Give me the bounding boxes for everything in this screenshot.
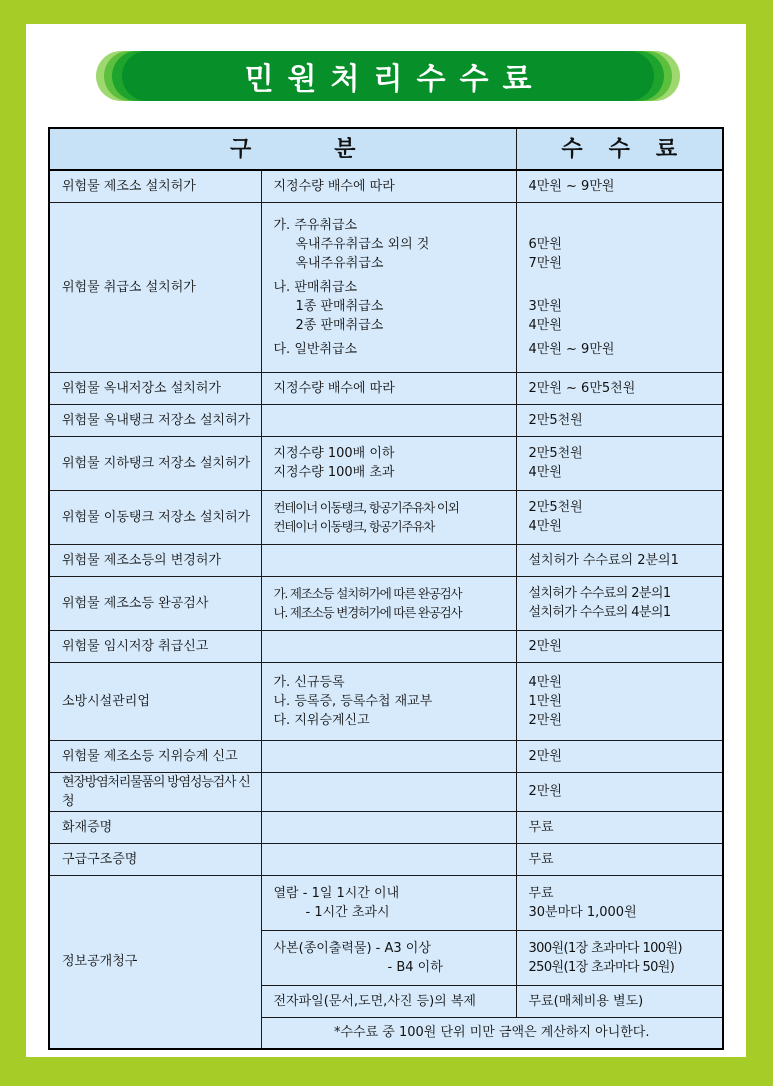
row-detail	[261, 772, 516, 811]
row-detail: 지정수량 배수에 따라	[261, 372, 516, 404]
table-header-row	[49, 128, 723, 170]
table-row	[49, 576, 723, 630]
row-fee: 무료	[516, 811, 723, 843]
row-fee: 6만원 7만원 3만원 4만원 4만원 ~ 9만원	[516, 202, 723, 372]
row-detail: 열람 - 1일 1시간 이내 - 1시간 초과시	[261, 875, 516, 930]
row-item: 위험물 임시저장 취급신고	[49, 630, 261, 662]
table-row	[49, 372, 723, 404]
table-row	[49, 404, 723, 436]
poster-page	[26, 24, 746, 1057]
row-fee: 무료(매체비용 별도)	[516, 985, 723, 1017]
row-item: 위험물 제조소 설치허가	[49, 170, 261, 202]
row-detail: 컨테이너 이동탱크, 항공기주유차 이외 컨테이너 이동탱크, 항공기주유차	[261, 490, 516, 544]
row-fee: 4만원 1만원 2만원	[516, 662, 723, 740]
header-category: 구 분	[49, 128, 516, 170]
row-fee: 2만5천원 4만원	[516, 436, 723, 490]
row-fee: 무료	[516, 843, 723, 875]
row-detail	[261, 404, 516, 436]
row-detail: 가. 제조소등 설치허가에 따른 완공검사 나. 제조소등 변경허가에 따른 완공검사	[261, 576, 516, 630]
row-fee: 설치허가 수수료의 2분의1	[516, 544, 723, 576]
page-title: 민원처리수수료	[244, 62, 546, 97]
table-row	[49, 811, 723, 843]
table-row	[49, 875, 723, 930]
row-item: 위험물 옥내저장소 설치허가	[49, 372, 261, 404]
table-row	[49, 740, 723, 772]
table-row	[49, 630, 723, 662]
row-fee: 설치허가 수수료의 2분의1 설치허가 수수료의 4분의1	[516, 576, 723, 630]
row-detail	[261, 544, 516, 576]
row-item: 소방시설관리업	[49, 662, 261, 740]
footnote: *수수료 중 100원 단위 미만 금액은 계산하지 아니한다.	[261, 1017, 723, 1049]
row-detail	[261, 843, 516, 875]
row-fee: 2만원	[516, 772, 723, 811]
row-item: 정보공개청구	[49, 875, 261, 1049]
table-row	[49, 490, 723, 544]
row-fee: 2만5천원 4만원	[516, 490, 723, 544]
row-item: 위험물 제조소등 지위승계 신고	[49, 740, 261, 772]
row-fee: 무료 30분마다 1,000원	[516, 875, 723, 930]
row-item: 위험물 옥내탱크 저장소 설치허가	[49, 404, 261, 436]
table-row	[49, 662, 723, 740]
row-detail	[261, 811, 516, 843]
row-detail: 전자파일(문서,도면,사진 등)의 복제	[261, 985, 516, 1017]
row-item: 위험물 이동탱크 저장소 설치허가	[49, 490, 261, 544]
row-detail: 가. 주유취급소 옥내주유취급소 외의 것 옥내주유취급소 나. 판매취급소 1종 판매취급소 2종 판매취급소 다. 일반취급소	[261, 202, 516, 372]
table-row	[49, 170, 723, 202]
row-item: 현장방염처리물품의 방염성능검사 신청	[49, 772, 261, 811]
row-detail: 가. 신규등록 나. 등록증, 등록수첩 재교부 다. 지위승계신고	[261, 662, 516, 740]
table-row	[49, 436, 723, 490]
row-detail: 지정수량 배수에 따라	[261, 170, 516, 202]
row-fee: 300원(1장 초과마다 100원) 250원(1장 초과마다 50원)	[516, 930, 723, 985]
row-fee: 2만원 ~ 6만5천원	[516, 372, 723, 404]
row-item: 위험물 제조소등 완공검사	[49, 576, 261, 630]
row-item: 구급구조증명	[49, 843, 261, 875]
row-item: 위험물 지하탱크 저장소 설치허가	[49, 436, 261, 490]
table-row	[49, 202, 723, 372]
row-item: 위험물 취급소 설치허가	[49, 202, 261, 372]
row-fee: 2만원	[516, 740, 723, 772]
table-row	[49, 843, 723, 875]
row-detail: 사본(종이출력물) - A3 이상 - B4 이하	[261, 930, 516, 985]
title-banner	[96, 51, 680, 101]
fee-table	[48, 127, 724, 1050]
row-item: 화재증명	[49, 811, 261, 843]
row-detail: 지정수량 100배 이하 지정수량 100배 초과	[261, 436, 516, 490]
header-fee: 수수료	[516, 128, 723, 170]
row-fee: 4만원 ~ 9만원	[516, 170, 723, 202]
table-row	[49, 544, 723, 576]
row-item: 위험물 제조소등의 변경허가	[49, 544, 261, 576]
row-detail	[261, 740, 516, 772]
row-fee: 2만원	[516, 630, 723, 662]
row-detail	[261, 630, 516, 662]
table-row	[49, 772, 723, 811]
row-fee: 2만5천원	[516, 404, 723, 436]
